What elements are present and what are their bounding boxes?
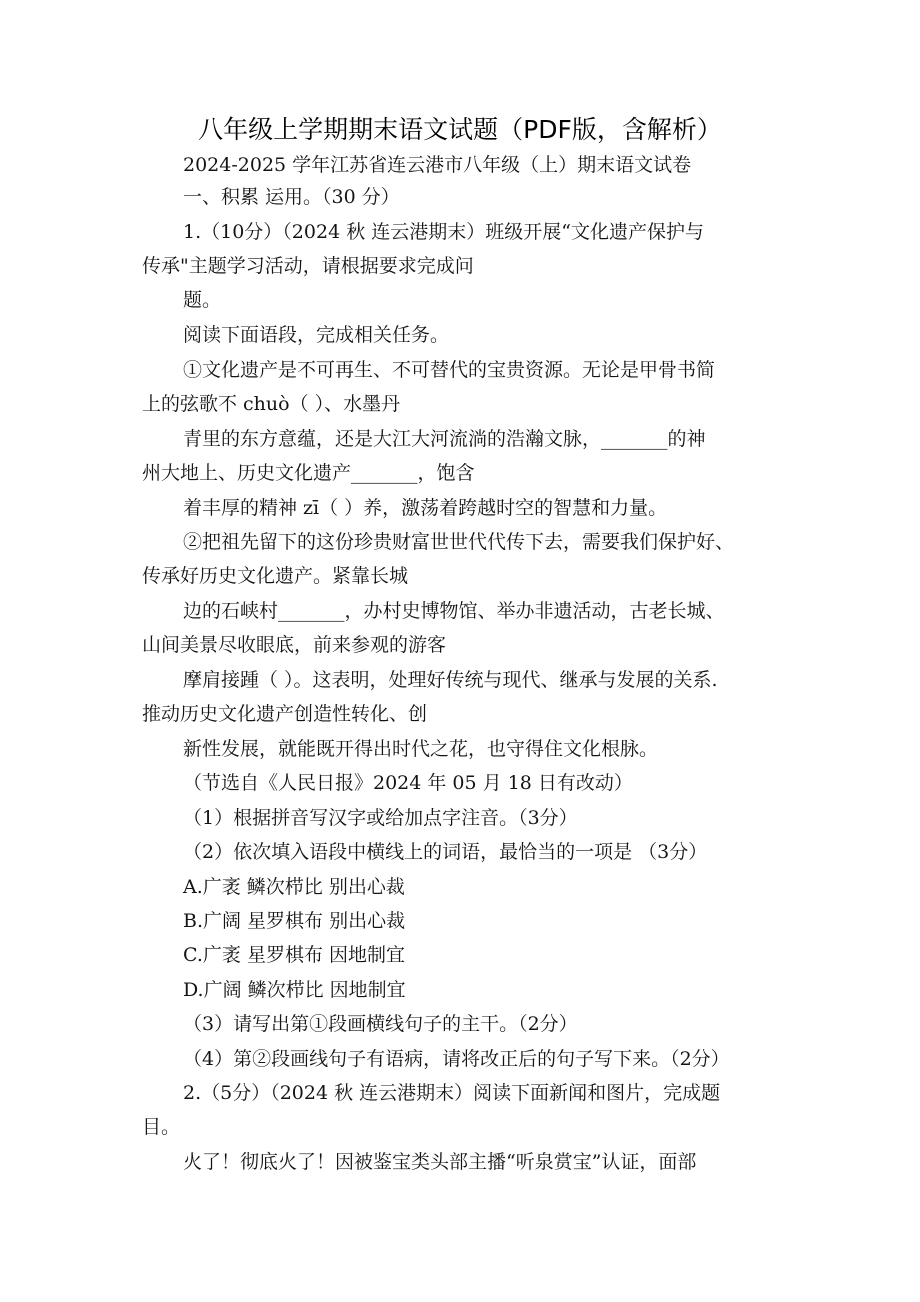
passage-line: 传承好历史文化遗产。紧靠长城 xyxy=(142,565,409,587)
option-a: A.广袤 鳞次栉比 别出心裁 xyxy=(183,876,405,898)
passage-line: 新性发展，就能既开得出时代之花，也守得住文化根脉。 xyxy=(183,738,659,760)
passage-line: 州大地上、历史文化遗产_______，饱含 xyxy=(142,462,475,484)
passage-line: 推动历史文化遗产创造性转化、创 xyxy=(142,703,428,725)
passage-line: 青里的东方意蕴，还是大江大河流淌的浩瀚文脉，_______的神 xyxy=(183,428,706,450)
sub-question: （3）请写出第①段画横线句子的主干。（2分） xyxy=(183,1013,578,1035)
option-c: C.广袤 星罗棋布 因地制宜 xyxy=(183,944,405,966)
document-title: 八年级上学期期末语文试题（PDF版，含解析） xyxy=(198,115,722,144)
sub-question: （1）根据拼音写汉字或给加点字注音。（3分） xyxy=(183,807,578,829)
news-passage-line: 火了！彻底火了！因被鉴宝类头部主播“听泉赏宝”认证，面部 xyxy=(183,1151,697,1173)
passage-line: 上的弦歌不 chuò（ ）、水墨丹 xyxy=(142,393,401,415)
passage-source: （节选自《人民日报》2024 年 05 月 18 日有改动） xyxy=(183,772,633,794)
passage-line: ①文化遗产是不可再生、不可替代的宝贵资源。无论是甲骨书简 xyxy=(183,359,716,381)
question-1-heading-cont: 传承"主题学习活动，请根据要求完成问 xyxy=(142,255,474,277)
question-1-heading-end: 题。 xyxy=(183,289,222,311)
passage-line: 山间美景尽收眼底，前来参观的游客 xyxy=(142,634,447,656)
option-b: B.广阔 星罗棋布 别出心裁 xyxy=(183,910,406,932)
passage-line: 着丰厚的精神 zī（ ）养，激荡着跨越时空的智慧和力量。 xyxy=(183,497,668,519)
question-2-heading: 2.（5分）（2024 秋 连云港期末）阅读下面新闻和图片，完成题 xyxy=(183,1082,721,1104)
sub-question: （4）第②段画线句子有语病，请将改正后的句子写下来。（2分） xyxy=(183,1048,730,1070)
exam-subtitle: 2024-2025 学年江苏省连云港市八年级（上）期末语文试卷 xyxy=(183,154,692,176)
question-2-heading-cont: 目。 xyxy=(142,1116,181,1138)
option-d: D.广阔 鳞次栉比 因地制宜 xyxy=(183,979,406,1001)
passage-line: ②把祖先留下的这份珍贵财富世世代代传下去，需要我们保护好、 xyxy=(183,531,735,553)
question-1-heading: 1.（10分）（2024 秋 连云港期末）班级开展“文化遗产保护与 xyxy=(183,221,704,243)
sub-question: （2）依次填入语段中横线上的词语，最恰当的一项是 （3分） xyxy=(183,841,708,863)
reading-instruction: 阅读下面语段，完成相关任务。 xyxy=(183,324,450,346)
section-heading: 一、积累 运用。（30 分） xyxy=(183,186,400,208)
passage-line: 边的石峡村_______，办村史博物馆、举办非遗活动，古老长城、 xyxy=(183,600,725,622)
passage-line: 摩肩接踵（ ）。这表明，处理好传统与现代、继承与发展的关系. xyxy=(183,669,718,691)
